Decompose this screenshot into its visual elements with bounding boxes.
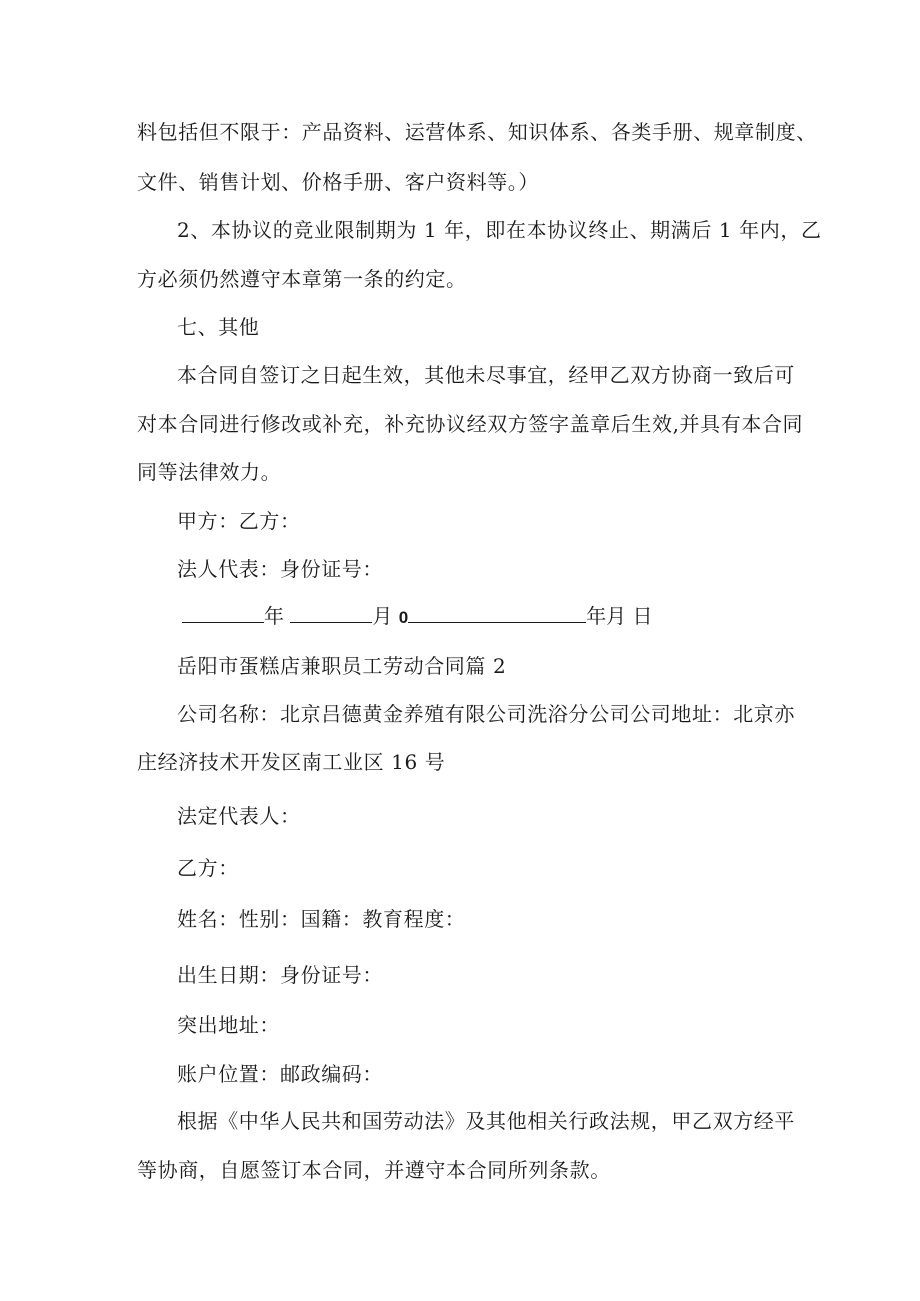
paragraph-line: 2、本协议的竞业限制期为 1 年，即在本协议终止、期满后 1 年内，乙 [177,218,822,242]
paragraph-line: 同等法律效力。 [137,460,282,484]
year-blank [182,602,264,623]
paragraph-line: 等协商，自愿签订本合同，并遵守本合同所列条款。 [137,1158,611,1182]
paragraph-line: 文件、销售计划、价格手册、客户资料等。） [137,170,539,194]
section-heading: 七、其他 [177,315,260,339]
paragraph-line: 料包括但不限于：产品资料、运营体系、知识体系、各类手册、规章制度、 [137,120,817,144]
paragraph-line: 根据《中华人民共和国劳动法》及其他相关行政法规，甲乙双方经平 [177,1109,795,1133]
date-tail-label: 年月 日 [586,604,653,628]
month-label: 月 [372,604,393,628]
field-line: 出生日期：身份证号： [177,963,383,987]
paragraph-line: 庄经济技术开发区南工业区 16 号 [137,750,446,774]
zero-mark: 0 [398,608,409,627]
date-line [182,602,653,632]
contract-title: 岳阳市蛋糕店兼职员工劳动合同篇 2 [177,654,507,678]
month-blank [290,602,372,623]
field-line: 法定代表人： [177,804,301,828]
date-blank [408,602,586,623]
field-line: 乙方： [177,856,239,880]
year-label: 年 [264,604,284,628]
field-line: 突出地址： [177,1013,280,1037]
signature-party-line: 甲方：乙方： [177,509,301,533]
legal-rep-line: 法人代表：身份证号： [177,557,383,581]
paragraph-line: 方必须仍然遵守本章第一条的约定。 [137,267,467,291]
paragraph-line: 公司名称：北京吕德黄金养殖有限公司洗浴分公司公司地址：北京亦 [177,702,795,726]
field-line: 姓名：性别：国籍：教育程度： [177,907,466,931]
field-line: 账户位置：邮政编码： [177,1062,383,1086]
paragraph-line: 本合同自签订之日起生效，其他未尽事宜，经甲乙双方协商一致后可 [177,363,795,387]
paragraph-line: 对本合同进行修改或补充，补充协议经双方签字盖章后生效,并具有本合同 [137,412,804,436]
